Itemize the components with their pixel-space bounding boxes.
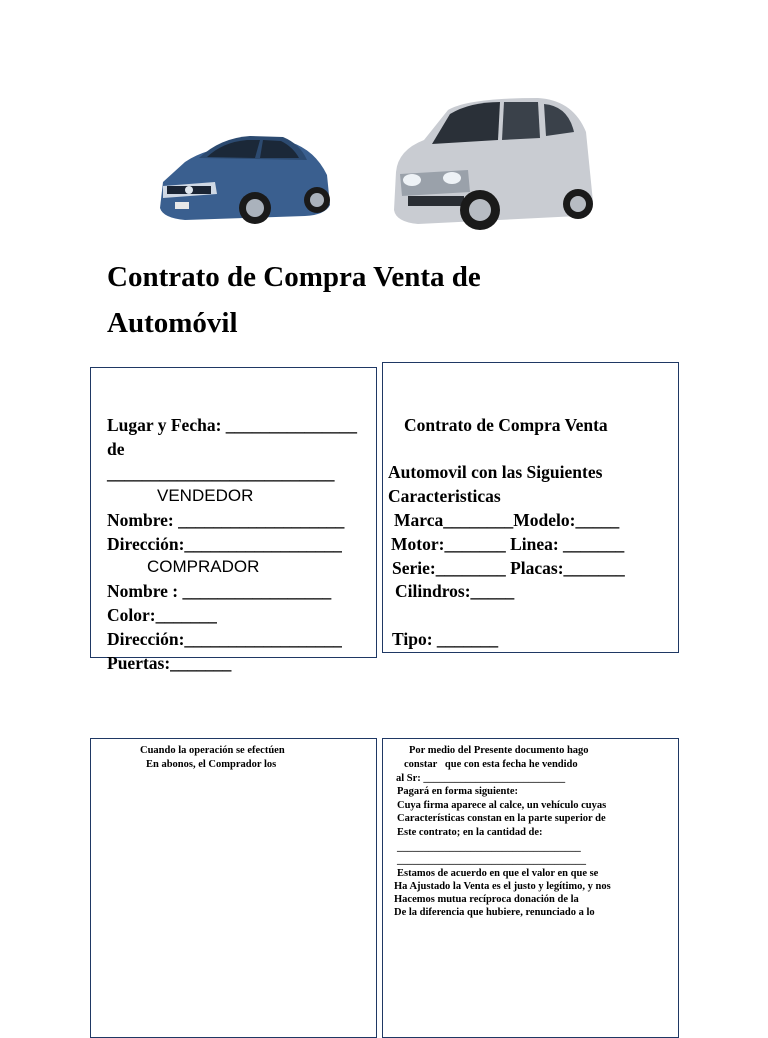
title-line-2: Automóvil [107, 307, 238, 339]
serie-placas-field: Serie:________ Placas:_______ [392, 558, 625, 578]
payment-note-line-1: Cuando la operación se efectúen [140, 745, 285, 756]
declaration-line: al Sr: ___________________________ [396, 773, 566, 784]
blue-sedan-car-image [155, 120, 335, 235]
declaration-line: constar que con esta fecha he vendido [404, 759, 578, 770]
comprador-heading: COMPRADOR [147, 557, 260, 576]
declaration-line: Estamos de acuerdo en que el valor en que se [397, 868, 599, 879]
vehicle-characteristics-box [382, 362, 679, 653]
declaration-line: Hacemos mutua recíproca donación de la [394, 894, 579, 905]
vendedor-heading: VENDEDOR [157, 486, 254, 505]
cilindros-field: Cilindros:_____ [395, 581, 515, 601]
seller-name-field: Nombre: ___________________ [107, 510, 345, 530]
motor-linea-field: Motor:_______ Linea: _______ [391, 534, 625, 554]
silver-hatchback-car-image [388, 92, 598, 240]
declaration-line: ___________________________________ [397, 842, 581, 853]
buyer-name-field: Nombre : _________________ [107, 581, 332, 601]
payment-terms-box [90, 738, 377, 1038]
document-title [107, 254, 481, 346]
declaration-line: Este contrato; en la cantidad de: [397, 827, 543, 838]
declaration-line: Ha Ajustado la Venta es el justo y legítimo, y nos [394, 881, 611, 892]
declaration-line: De la diferencia que hubiere, renunciado a lo [394, 907, 595, 918]
marca-modelo-field: Marca________Modelo:_____ [394, 510, 620, 530]
de-label: de [107, 439, 125, 459]
characteristics-subheading-2: Caracteristicas [388, 486, 501, 506]
contract-heading: Contrato de Compra Venta [404, 415, 608, 435]
color-field: Color:_______ [107, 605, 217, 625]
declaration-line: Por medio del Presente documento hago [409, 745, 589, 756]
puertas-field: Puertas:_______ [107, 653, 232, 673]
lugar-fecha-field: Lugar y Fecha: _______________ [107, 415, 358, 435]
seller-address-field: Dirección:__________________ [107, 534, 342, 554]
declaration-line: Pagará en forma siguiente: [397, 786, 519, 797]
tipo-field: Tipo: _______ [392, 629, 499, 649]
declaration-line: ____________________________________ [397, 855, 586, 866]
declaration-line: Cuya firma aparece al calce, un vehículo cuyas [397, 800, 607, 811]
payment-note-line-2: En abonos, el Comprador los [146, 759, 277, 770]
title-line-1: Contrato de Compra Venta de [107, 261, 481, 293]
declaration-line: Características constan en la parte superior de [397, 813, 606, 824]
characteristics-subheading-1: Automovil con las Siguientes [388, 462, 603, 482]
date-blank-line: __________________________ [107, 463, 335, 483]
buyer-address-field: Dirección:__________________ [107, 629, 342, 649]
